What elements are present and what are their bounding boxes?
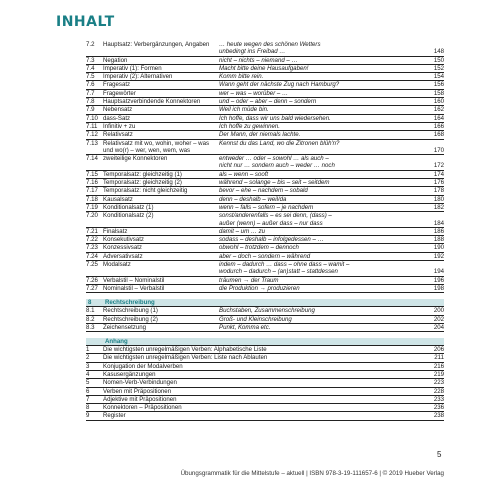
toc-example-line: außer (wenn) – außer dass – nur dass	[219, 219, 323, 227]
toc-topic: Rechtschreibung (1)	[103, 307, 158, 315]
toc-number: 5	[86, 379, 90, 387]
toc-number: 6	[86, 387, 90, 395]
toc-example-line: träumen → der Traum	[219, 276, 279, 284]
toc-page: 158	[433, 89, 444, 97]
toc-row	[86, 228, 444, 236]
toc-example-line: wer – was – worüber – …	[219, 89, 289, 97]
toc-row	[86, 65, 444, 73]
toc-row	[86, 371, 444, 379]
toc-example	[217, 307, 422, 314]
toc-example-line: als – wenn – sooft	[219, 170, 269, 178]
toc-topic: Nebensatz	[103, 106, 133, 114]
toc-topic: Fragewörter	[103, 89, 136, 97]
toc-row	[86, 123, 444, 131]
toc-row	[86, 379, 444, 387]
toc-example	[217, 140, 422, 147]
toc-number: 4	[86, 370, 90, 378]
toc-page: 176	[433, 179, 444, 187]
toc-number: 7.19	[86, 203, 98, 211]
section-number: 8	[88, 299, 92, 307]
toc-number: 7.15	[86, 170, 98, 178]
toc-example-line: Weil ich müde bin.	[219, 106, 269, 114]
toc-topic: dass-Satz	[103, 114, 131, 122]
toc-page: 168	[433, 131, 444, 139]
toc-example	[217, 98, 422, 105]
toc-number: 7.18	[86, 195, 98, 203]
toc-example-line: nicht nur … sondern auch – weder … noch	[219, 162, 335, 170]
toc-page: 202	[433, 315, 444, 323]
toc-row	[86, 412, 444, 420]
toc-example	[217, 261, 422, 276]
toc-row	[86, 73, 444, 81]
toc-page: 180	[433, 195, 444, 203]
toc-topic: Temporalsatz: gleichzeitig (1)	[103, 170, 182, 178]
toc-row	[86, 404, 444, 412]
toc-number: 7.2	[86, 41, 95, 48]
toc-example-line: Groß- und Kleinschreibung	[219, 315, 292, 323]
toc-topic: Adversativsatz	[103, 252, 143, 260]
toc-page: 164	[433, 114, 444, 122]
toc-row	[86, 324, 444, 332]
toc-example-line: Macht bitte deine Hausaufgaben!	[219, 64, 309, 72]
toc-example	[217, 187, 422, 194]
toc-topic: Hauptsatzverbindende Konnektoren	[103, 98, 201, 106]
toc-page: 216	[433, 362, 444, 370]
toc-page: 190	[433, 244, 444, 252]
toc-topic: Fragesatz	[103, 81, 131, 89]
toc-row	[86, 106, 444, 114]
toc-topic: Verbalstil – Nominalstil	[103, 276, 165, 284]
toc-example-line: Wann geht der nächste Zug nach Hamburg?	[219, 81, 340, 89]
toc-row	[86, 131, 444, 139]
toc-number: 2	[86, 354, 90, 362]
toc-page: 174	[433, 170, 444, 178]
toc-page: 172	[433, 162, 444, 170]
toc-example-line: unbedingt ins Freibad …	[219, 48, 286, 56]
toc-row	[86, 307, 444, 315]
toc-row	[86, 316, 444, 324]
toc-example-line: nicht – nichts – niemand – …	[219, 56, 298, 64]
toc-topic: Temporalsatz: gleichzeitig (2)	[103, 179, 182, 187]
toc-example	[217, 212, 422, 227]
toc-example-line: bevor – ehe – nachdem – sobald	[219, 187, 308, 195]
toc-example	[217, 244, 422, 251]
toc-page: 170	[433, 146, 444, 154]
toc-row	[86, 396, 444, 404]
toc-topic: Relativsatz	[103, 131, 133, 139]
toc-example	[217, 277, 422, 284]
toc-topic: Konditionalsatz (2)	[103, 212, 154, 220]
toc-row	[86, 204, 444, 212]
toc-topic: Die wichtigsten unregelmäßigen Verben: Liste nach Ablauten	[103, 354, 268, 362]
toc-example	[217, 57, 422, 64]
toc-example-line: Komm bitte rein.	[219, 73, 264, 81]
toc-number: 7.7	[86, 89, 95, 97]
toc-topic: zweiteilige Konnektoren	[103, 155, 168, 163]
toc-example	[217, 285, 422, 292]
toc-number: 7.13	[86, 139, 98, 147]
toc-example	[217, 123, 422, 130]
toc-page: 223	[433, 379, 444, 387]
toc-row	[86, 354, 444, 362]
toc-number: 7.26	[86, 276, 98, 284]
toc-page: 156	[433, 81, 444, 89]
section-header-rechtschreibung	[86, 299, 444, 307]
toc-example-line: Ich hoffe zu gewinnen.	[219, 122, 280, 130]
toc-row	[86, 179, 444, 187]
toc-example-line: Punkt, Komma etc.	[219, 323, 271, 331]
section-label: Anhang	[105, 338, 128, 346]
toc-row	[86, 41, 444, 57]
toc-page: 196	[433, 276, 444, 284]
toc-example	[217, 73, 422, 80]
toc-number: 7.16	[86, 179, 98, 187]
toc-number: 7.3	[86, 56, 95, 64]
toc-example-line: Kennst du das Land, wo die Zitronen blüh'n?	[219, 139, 340, 147]
toc-example	[217, 196, 422, 203]
toc-example	[217, 316, 422, 323]
toc-number: 7.4	[86, 64, 95, 72]
toc-topic: Relativsatz mit wo, wohin, woher – was und wo(r) – wer, wen, wem, was	[103, 139, 210, 154]
toc-number: 7.27	[86, 284, 98, 292]
toc-example-line: die Produktion → produzieren	[219, 284, 300, 292]
section-label: Rechtschreibung	[105, 299, 155, 307]
toc-page: 233	[433, 395, 444, 403]
toc-number: 8.3	[86, 323, 95, 331]
toc-example	[217, 65, 422, 72]
toc-topic: Register	[103, 412, 126, 420]
footer-text: Übungsgrammatik für die Mittelstufe – aktuell | ISBN 978-3-19-111657-6 | © 2019 Hueber Verlag	[180, 470, 444, 477]
toc-number: 8.1	[86, 307, 95, 315]
toc-number: 7.21	[86, 227, 98, 235]
toc-example-line: entweder … oder – sowohl … als auch –	[219, 155, 329, 163]
toc-example-line: damit – um … zu	[219, 227, 266, 235]
toc-row	[86, 212, 444, 228]
toc-example-line: denn – deshalb – weil/da	[219, 195, 287, 203]
toc-example-line: obwohl – trotzdem – dennoch	[219, 244, 299, 252]
toc-page: 184	[433, 219, 444, 227]
toc-example-line: … heute wegen des schönen Wetters	[219, 41, 321, 48]
toc-example	[217, 204, 422, 211]
toc-topic: Infinitiv + zu	[103, 122, 136, 130]
toc-number: 3	[86, 362, 90, 370]
page-number: 5	[437, 450, 442, 459]
toc-page: 186	[433, 227, 444, 235]
toc-page: 166	[433, 122, 444, 130]
page-title: INHALT	[56, 14, 115, 30]
toc-page: 228	[433, 387, 444, 395]
toc-topic: Adjektive mit Präpositionen	[103, 395, 177, 403]
toc-group-chapter-7	[86, 41, 444, 293]
toc-topic: Zeichensetzung	[103, 323, 147, 331]
toc-topic: Konjugation der Modalverben	[103, 362, 183, 370]
toc-page: 162	[433, 106, 444, 114]
toc-number: 7.22	[86, 236, 98, 244]
toc-topic: Temporalsatz: nicht gleichzeitig	[103, 187, 188, 195]
toc-page: 192	[433, 252, 444, 260]
toc-page: 236	[433, 404, 444, 412]
toc-example-line: wenn – falls – sofern – je nachdem	[219, 203, 314, 211]
toc-example	[217, 171, 422, 178]
toc-number: 9	[86, 412, 90, 420]
toc-example-line: Buchstaben, Zusammenschreibung	[219, 307, 315, 315]
toc-number: 8	[86, 404, 90, 412]
toc-row	[86, 253, 444, 261]
toc-number: 7.12	[86, 131, 98, 139]
toc-example	[217, 131, 422, 138]
toc-example	[217, 324, 422, 331]
toc-topic: Imperativ (2): Alternativen	[103, 73, 173, 81]
toc-number: 7.8	[86, 98, 95, 106]
toc-row	[86, 244, 444, 252]
toc-page: 150	[433, 56, 444, 64]
toc-topic: Kausalsatz	[103, 195, 133, 203]
toc-number: 7.11	[86, 122, 98, 130]
toc-number: 1	[86, 346, 90, 354]
toc-number: 7.9	[86, 106, 95, 114]
toc-number: 7.17	[86, 187, 98, 195]
toc-example	[217, 155, 422, 170]
toc-example-line: Der Mann, der niemals lachte.	[219, 131, 301, 139]
toc-row	[86, 140, 444, 156]
toc-page: 206	[433, 346, 444, 354]
toc-example-line: aber – doch – sondern – während	[219, 252, 311, 260]
toc-row	[86, 115, 444, 123]
toc-topic: Konditionalsatz (1)	[103, 203, 154, 211]
toc-row	[86, 155, 444, 171]
toc-row	[86, 261, 444, 277]
toc-page: 198	[433, 284, 444, 292]
toc-topic: Konzessivsatz	[103, 244, 142, 252]
toc-topic: Konnektoren – Präpositionen	[103, 404, 182, 412]
toc-number: 8.2	[86, 315, 95, 323]
toc-example-line: sodass – deshalb – infolgedessen – …	[219, 236, 324, 244]
toc-topic: Nomen-Verb-Verbindungen	[103, 379, 177, 387]
toc-row	[86, 346, 444, 354]
toc-topic: Rechtschreibung (2)	[103, 315, 158, 323]
toc-topic: Imperativ (1): Formen	[103, 64, 162, 72]
toc-example	[217, 115, 422, 122]
toc-example	[217, 179, 422, 186]
toc-topic: Modalsatz	[103, 261, 131, 269]
section-number	[86, 338, 103, 345]
toc-example-line: Ich hoffe, dass wir uns bald wiedersehen.	[219, 114, 331, 122]
toc-row	[86, 388, 444, 396]
toc-page: 188	[433, 236, 444, 244]
toc-page: 160	[433, 98, 444, 106]
toc-example-line: indem – dadurch … dass – ohne dass – wamit –	[219, 261, 350, 269]
toc-example	[217, 81, 422, 88]
table-of-contents	[86, 41, 444, 421]
toc-page: 211	[434, 354, 444, 362]
toc-topic: Hauptsatz: Verbergänzungen, Angaben	[103, 41, 210, 48]
toc-number: 7.24	[86, 252, 98, 260]
toc-row	[86, 90, 444, 98]
toc-row	[86, 57, 444, 65]
toc-example	[217, 106, 422, 113]
toc-topic: Negation	[103, 56, 128, 64]
toc-page: 182	[433, 203, 444, 211]
toc-group-anhang	[86, 346, 444, 421]
toc-page: 194	[433, 268, 444, 276]
toc-example-line: und – oder – aber – denn – sondern	[219, 98, 317, 106]
toc-topic: Kasusergänzungen	[103, 370, 156, 378]
toc-example-line: während – solange – bis – seit – seitdem	[219, 179, 330, 187]
toc-row	[86, 81, 444, 89]
toc-number: 7.14	[86, 155, 98, 163]
section-header-anhang	[86, 338, 444, 346]
toc-page: 204	[433, 323, 444, 331]
toc-number: 7.6	[86, 81, 95, 89]
toc-number: 7.25	[86, 261, 98, 269]
toc-number: 7.5	[86, 73, 95, 81]
toc-example	[217, 236, 422, 243]
toc-page: 238	[433, 412, 444, 420]
toc-row	[86, 363, 444, 371]
toc-page: 148	[433, 48, 444, 56]
toc-row	[86, 236, 444, 244]
toc-example-line: wodurch – dadurch – (an)statt – stattdessen	[219, 268, 338, 276]
toc-topic: Konsekutivsatz	[103, 236, 144, 244]
toc-row	[86, 98, 444, 106]
toc-example	[217, 41, 422, 56]
toc-example	[217, 253, 422, 260]
toc-row	[86, 196, 444, 204]
toc-example	[217, 90, 422, 97]
toc-number: 7.20	[86, 212, 98, 220]
toc-row	[86, 171, 444, 179]
toc-row	[86, 285, 444, 293]
toc-topic: Finalsatz	[103, 227, 128, 235]
toc-page: 178	[433, 187, 444, 195]
toc-number: 7	[86, 395, 90, 403]
toc-example-line: sonst/anderenfalls – es sei denn, (dass) –	[219, 212, 332, 220]
toc-topic: Nominalstil – Verbalstil	[103, 284, 165, 292]
toc-page: 152	[433, 64, 444, 72]
toc-topic: Die wichtigsten unregelmäßigen Verben: Alphabetische Liste	[103, 346, 267, 354]
toc-number: 7.23	[86, 244, 98, 252]
toc-page: 200	[433, 307, 444, 315]
toc-page: 219	[433, 370, 444, 378]
toc-topic: Verben mit Präpositionen	[103, 387, 172, 395]
toc-page: 154	[433, 73, 444, 81]
toc-example	[217, 228, 422, 235]
toc-row	[86, 277, 444, 285]
toc-number: 7.10	[86, 114, 98, 122]
toc-row	[86, 187, 444, 195]
toc-group-chapter-8	[86, 307, 444, 332]
